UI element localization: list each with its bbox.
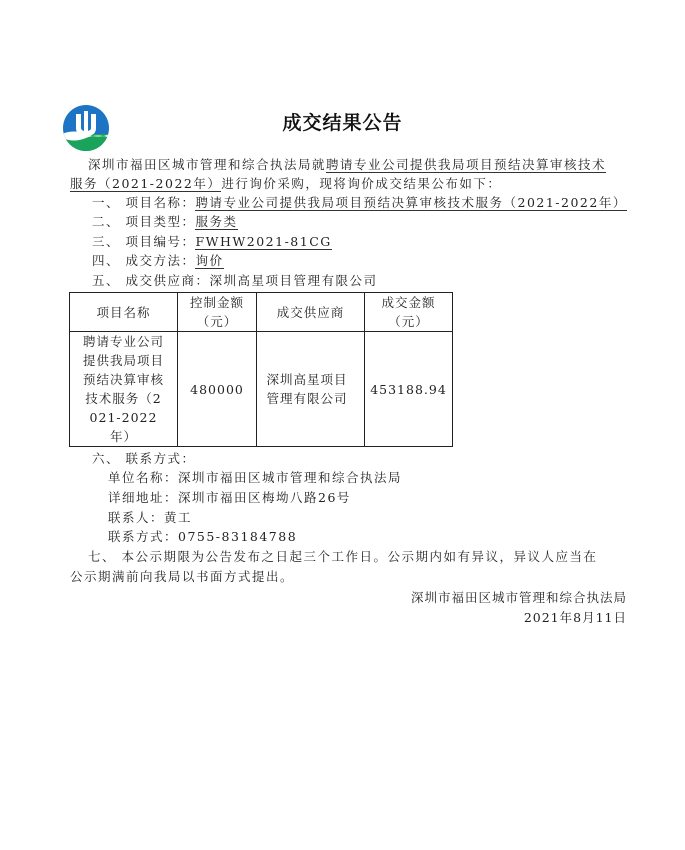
header-project-name: 项目名称 [70,293,178,332]
contact-heading: 六、 联系方式： [92,451,196,466]
item-deal-method [92,252,224,270]
intro-line-1 [88,156,606,174]
item-project-number [92,233,332,251]
table-row [70,332,453,447]
item-project-type-label: 二、 项目类型： [92,214,196,229]
cell-supplier-text: 深圳高星项目管理有限公司 [266,372,348,406]
item-project-name-value: 聘请专业公司提供我局项目预结决算审核技术服务（2021-2022年） [195,195,627,210]
cell-deal-amount: 453188.94 [365,332,453,447]
item-deal-method-value: 询价 [195,253,224,268]
header-deal-amount-text: 成交金额（元） [381,295,436,329]
header-deal-amount [365,293,453,332]
contact-unit: 单位名称：深圳市福田区城市管理和综合执法局 [108,470,403,485]
table-header-row [70,293,453,332]
intro-project-part1: 聘请专业公司提供我局项目预结决算审核技术 [326,157,607,172]
intro-prefix: 深圳市福田区城市管理和综合执法局就 [88,157,327,172]
item-project-number-label: 三、 项目编号： [92,234,196,249]
intro-line-2 [70,175,501,193]
item-project-name [92,194,627,212]
item-project-type [92,213,238,231]
cell-control-amount: 480000 [178,332,257,447]
page-title: 成交结果公告 [282,112,403,134]
intro-suffix: 进行询价采购，现将询价成交结果公布如下： [221,176,502,191]
item-project-number-value: FWHW2021-81CG [195,234,332,249]
header-supplier: 成交供应商 [257,293,365,332]
notice-line-1: 七、 本公示期限为公告发布之日起三个工作日。公示期内如有异议，异议人应当在 [88,549,598,564]
header-control-amount-text: 控制金额（元） [189,295,244,329]
item-deal-method-label: 四、 成交方法： [92,253,196,268]
result-table [69,292,453,447]
signature-date: 2021年8月11日 [523,610,627,625]
intro-project-part2: 服务（2021-2022年） [70,176,222,191]
notice-line-2: 公示期满前向我局以书面方式提出。 [70,569,295,584]
signature-org: 深圳市福田区城市管理和综合执法局 [410,590,627,605]
contact-address: 详细地址：深圳市福田区梅坳八路26号 [108,490,351,505]
contact-person: 联系人：黄工 [108,510,193,525]
item-project-type-value: 服务类 [195,214,238,229]
cell-supplier [257,332,365,447]
header-control-amount [178,293,257,332]
cell-project-name-text: 聘请专业公司提供我局项目预结决算审核技术服务（2021-2022年） [82,334,164,444]
cell-project-name [70,332,178,447]
item-project-name-label: 一、 项目名称： [92,195,196,210]
item-supplier: 五、 成交供应商：深圳高星项目管理有限公司 [92,273,378,288]
contact-phone: 联系方式：0755-83184788 [108,529,298,544]
